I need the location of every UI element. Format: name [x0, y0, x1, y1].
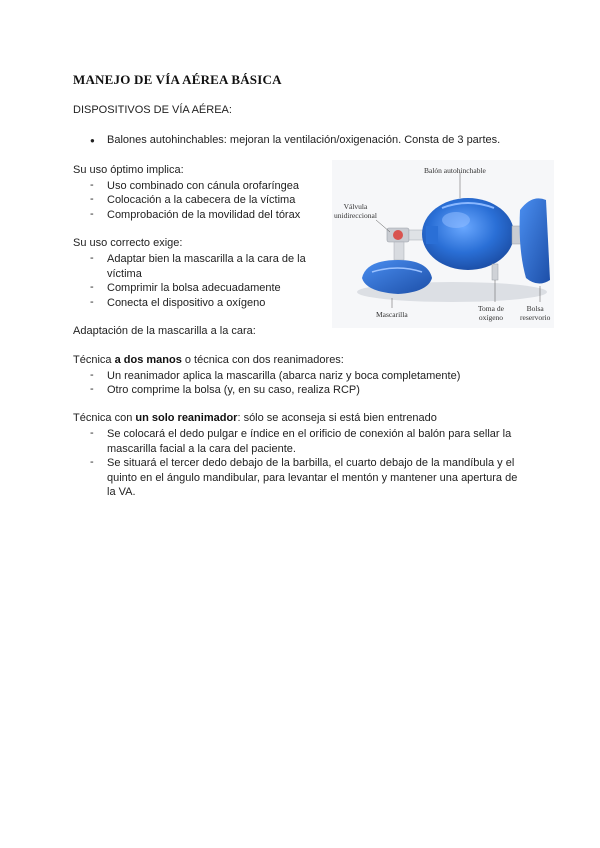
list-item-line: mascarilla facial a la cara del paciente.: [107, 442, 296, 455]
bag-valve-mask-illustration: [332, 160, 554, 328]
one-rescuer-suffix: : sólo se aconseja si está bien entrenado: [237, 412, 437, 424]
label-bolsa-line: Bolsa: [526, 304, 544, 313]
list-item-line: quinto en el ángulo mandibular, para levantar el mentón y mantener una apertura de: [107, 471, 518, 484]
dash-marker: -: [90, 252, 94, 264]
list-item-text: Otro comprime la bolsa (y, en su caso, realiza RCP): [107, 384, 360, 396]
list-item-text: Comprimir la bolsa adecuadamente: [107, 282, 281, 294]
one-rescuer-bold: un solo reanimador: [135, 412, 238, 424]
label-valvula-line: unidireccional: [334, 211, 377, 220]
list-item-line: Se colocará el dedo pulgar e índice en el orificio de conexión al balón para sellar la: [107, 428, 512, 440]
bag-valve-mask-figure: [332, 160, 554, 328]
list-item-line: Se situará el tercer dedo debajo de la barbilla, el cuarto debajo de la mandíbula y el: [107, 457, 515, 469]
page-title: MANEJO DE VÍA AÉREA BÁSICA: [73, 72, 282, 87]
label-balon: Balón autohinchable: [424, 166, 486, 175]
list-item-text: [107, 252, 325, 281]
dash-marker: -: [90, 383, 94, 395]
correct-use-heading: Su uso correcto exige:: [73, 237, 183, 249]
label-mascarilla: Mascarilla: [376, 310, 408, 319]
dash-marker: -: [90, 179, 94, 191]
list-item-text: Conecta el dispositivo a oxígeno: [107, 297, 266, 309]
list-item-text: Un reanimador aplica la mascarilla (abarca nariz y boca completamente): [107, 370, 461, 382]
section-heading: DISPOSITIVOS DE VÍA AÉREA:: [73, 104, 232, 116]
list-item-text: Comprobación de la movilidad del tórax: [107, 209, 301, 221]
dash-marker: -: [90, 208, 94, 220]
list-item-line: víctima: [107, 267, 142, 280]
list-item-text: [107, 427, 525, 456]
adaptation-heading: Adaptación de la mascarilla a la cara:: [73, 325, 256, 337]
optimal-use-heading: Su uso óptimo implica:: [73, 164, 184, 176]
dash-marker: -: [90, 427, 94, 439]
dash-marker: -: [90, 296, 94, 308]
dash-marker: -: [90, 456, 94, 468]
two-hands-bold: a dos manos: [114, 354, 182, 366]
two-hands-prefix: Técnica: [73, 354, 115, 366]
label-toma-line: Toma de: [478, 304, 504, 313]
bullet-symbol: ●: [90, 136, 95, 145]
list-item-line: la VA.: [107, 486, 136, 498]
list-item-text: [107, 456, 525, 500]
list-item-text: Colocación a la cabecera de la víctima: [107, 194, 296, 206]
one-rescuer-prefix: Técnica con: [73, 412, 136, 424]
bullet-text: Balones autohinchables: mejoran la ventilación/oxigenación. Consta de 3 partes.: [107, 134, 501, 146]
label-valvula: [334, 202, 377, 220]
two-hands-heading: [73, 354, 344, 366]
label-toma-line: oxígeno: [478, 313, 504, 322]
list-item-line: Adaptar bien la mascarilla a la cara de la: [107, 253, 306, 265]
one-rescuer-heading: [73, 412, 437, 424]
label-valvula-line: Válvula: [343, 202, 368, 211]
two-hands-suffix: o técnica con dos reanimadores:: [181, 354, 344, 366]
dash-marker: -: [90, 193, 94, 205]
label-bolsa: [520, 304, 550, 322]
dash-marker: -: [90, 281, 94, 293]
label-toma: [478, 304, 504, 322]
list-item-text: Uso combinado con cánula orofaríngea: [107, 180, 300, 192]
dash-marker: -: [90, 369, 94, 381]
label-bolsa-line: reservorio: [520, 313, 551, 322]
